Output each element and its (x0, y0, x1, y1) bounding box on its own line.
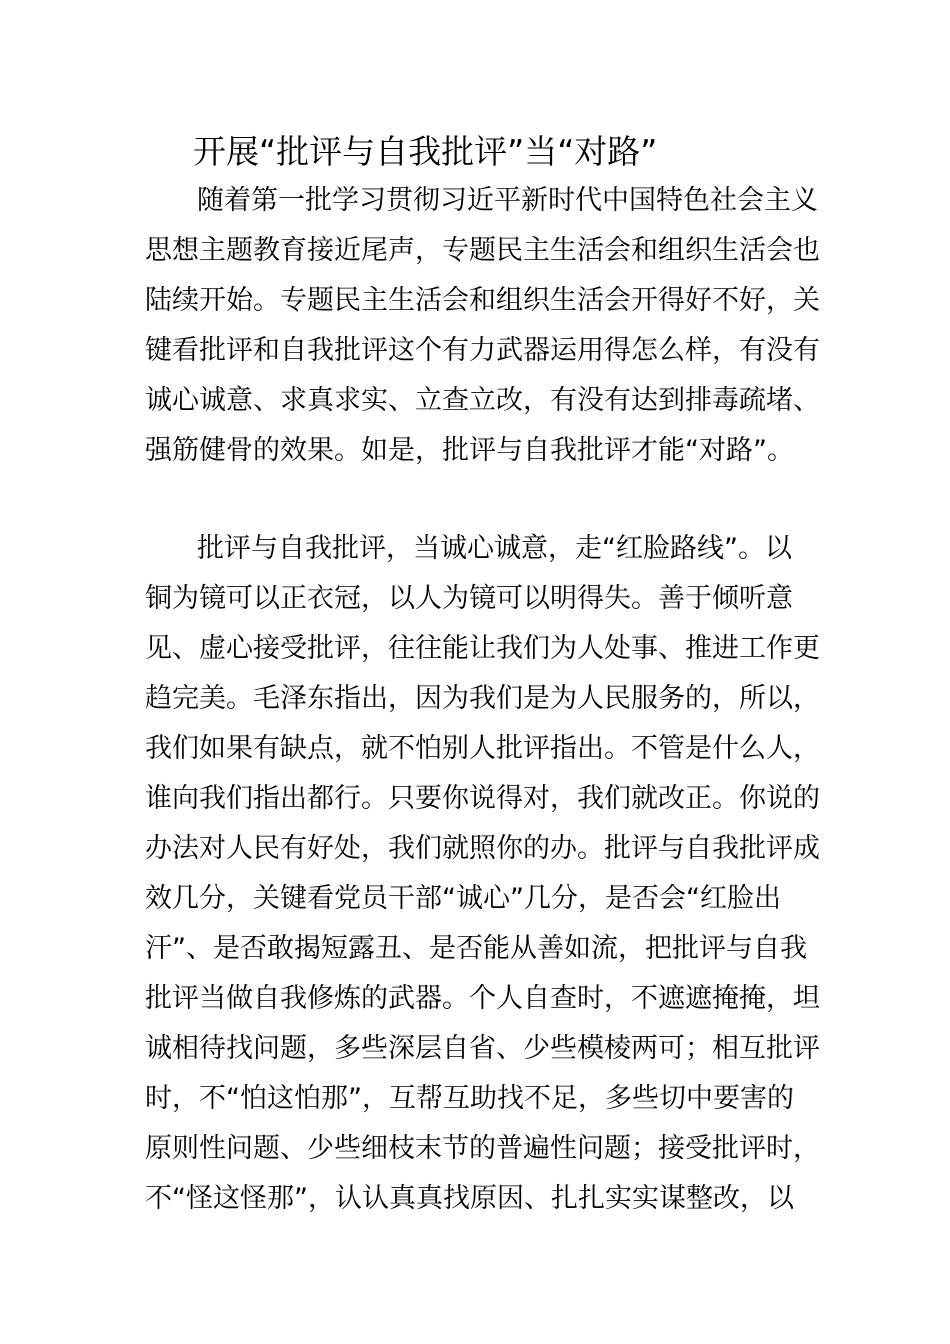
paragraph-2 (145, 524, 825, 1224)
paragraph-line: 思想主题教育接近尾声，专题民主生活会和组织生活会也 (145, 235, 820, 266)
paragraph-line: 原则性问题、少些细枝末节的普遍性问题；接受批评时， (145, 1133, 820, 1164)
document-title: 开展“批评与自我批评”当“对路” (193, 132, 658, 171)
paragraph-line: 键看批评和自我批评这个有力武器运用得怎么样，有没有 (145, 335, 820, 366)
paragraph-line: 不“怪这怪那”，认认真真找原因、扎扎实实谋整改，以 (145, 1183, 794, 1214)
paragraph-line: 陆续开始。专题民主生活会和组织生活会开得好不好，关 (145, 285, 820, 316)
paragraph-line: 诚相待找问题，多些深层自省、少些模棱两可；相互批评 (145, 1033, 820, 1064)
paragraph-line: 诚心诚意、求真求实、立查立改，有没有达到排毒疏堵、 (145, 385, 820, 416)
paragraph-line: 见、虚心接受批评，往往能让我们为人处事、推进工作更 (145, 633, 820, 664)
paragraph-line: 我们如果有缺点，就不怕别人批评指出。不管是什么人， (145, 733, 820, 764)
paragraph-line: 时，不“怕这怕那”，互帮互助找不足，多些切中要害的 (145, 1083, 794, 1114)
paragraph-line: 随着第一批学习贯彻习近平新时代中国特色社会主义 (197, 185, 818, 216)
paragraph-line: 趋完美。毛泽东指出，因为我们是为人民服务的，所以， (145, 683, 820, 714)
paragraph-line: 铜为镜可以正衣冠，以人为镜可以明得失。善于倾听意 (145, 583, 793, 614)
paragraph-line: 汗”、是否敢揭短露丑、是否能从善如流，把批评与自我 (145, 933, 807, 964)
paragraph-line: 批评与自我批评，当诚心诚意，走“红脸路线”。以 (197, 533, 792, 564)
paragraph-1 (145, 176, 825, 476)
paragraph-line: 批评当做自我修炼的武器。个人自查时，不遮遮掩掩，坦 (145, 983, 820, 1014)
paragraph-line: 强筋健骨的效果。如是，批评与自我批评才能“对路”。 (145, 435, 794, 466)
paragraph-line: 办法对人民有好处，我们就照你的办。批评与自我批评成 (145, 833, 820, 864)
paragraph-line: 效几分，关键看党员干部“诚心”几分，是否会“红脸出 (145, 883, 781, 914)
paragraph-line: 谁向我们指出都行。只要你说得对，我们就改正。你说的 (145, 783, 820, 814)
